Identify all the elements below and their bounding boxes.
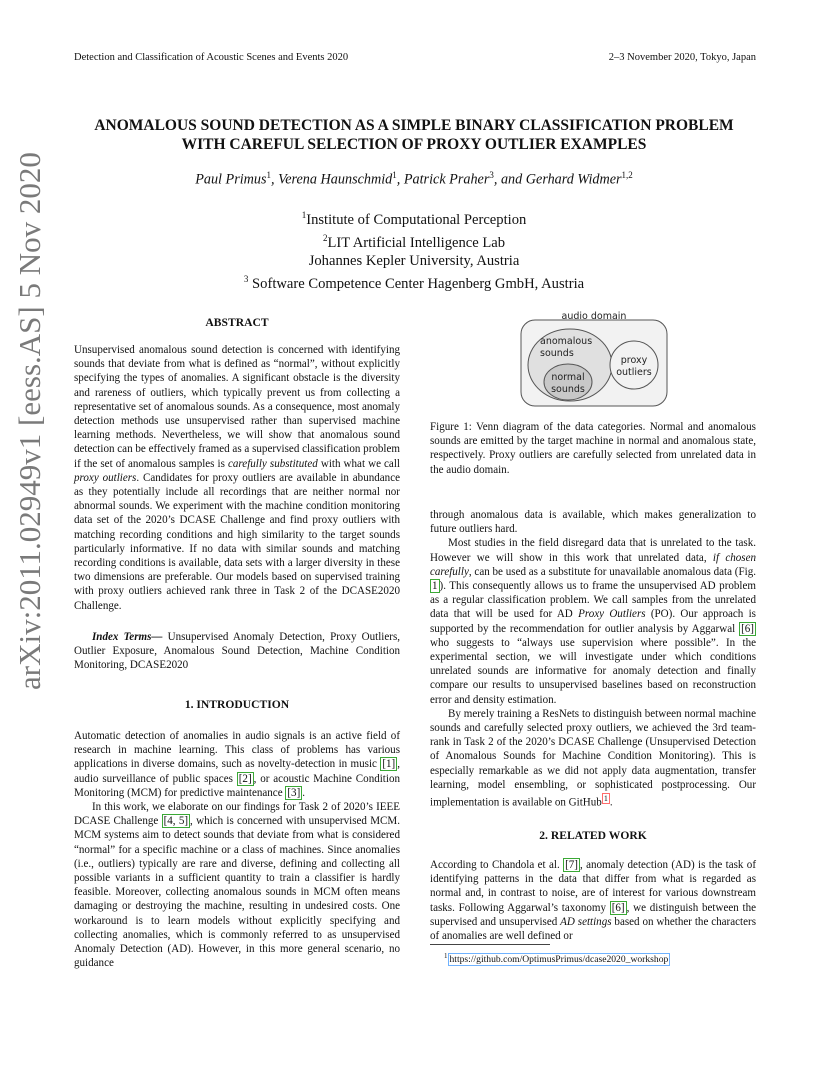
- right-column-body: [430, 508, 756, 810]
- venn-figure: [520, 308, 668, 408]
- author-2-affil: 1: [392, 170, 397, 180]
- abstract-text-c: . Candidates for proxy outliers are available in abundance as they potentially include all recordings that are neither normal nor abnormal sounds. We experiment with the machine condition monitoring data set of the 2020’s DCASE Challenge and find proxy outliers with matching recording conditions and high similarity to the target sounds particularly informative. If no data with similar sounds and matching recording conditions is available, data sets with a larger diversity in these two dimensions are preferable. Our models based on supervised training with proxy outliers achieved rank three in Task 2 of the DCASE2020 Challenge.: [74, 471, 400, 612]
- citation-link[interactable]: [6]: [611, 901, 625, 914]
- affiliation-3-text: Johannes Kepler University, Austria: [308, 252, 520, 269]
- arxiv-id: arXiv:2011.02949v1 [eess.AS] 5 Nov 2020: [12, 152, 47, 690]
- right-p2-em2: Proxy Outliers: [578, 608, 646, 621]
- footnote-ref-link[interactable]: 1: [603, 794, 608, 804]
- intro-p2-a: In this work, we elaborate on our findings for Task 2 of 2020’s IEEE DCASE Challenge: [74, 801, 400, 828]
- anomalous-label-2: sounds: [540, 348, 574, 359]
- abstract-em-1: carefully substituted: [227, 457, 318, 470]
- abstract-heading: ABSTRACT: [205, 316, 269, 329]
- right-p4-c: , we distinguish between the supervised and unsupervised: [430, 901, 757, 928]
- right-p2-e: who suggests to “always use supervision where possible”. In the experimental section, we will investigate under which conditions unrelated sounds are informative for anomaly detection and finally compare our results to unsupervised baselines based on reconstruction error and density estimation.: [430, 636, 756, 706]
- figure-ref-link[interactable]: 1: [432, 580, 438, 593]
- citation-link[interactable]: [2]: [238, 772, 252, 785]
- audio-domain-label: audio domain: [561, 311, 627, 322]
- right-p4-em: AD settings: [560, 915, 612, 928]
- intro-p1-b: , audio surveillance of public spaces: [74, 758, 400, 785]
- right-p2-em: if chosen carefully: [430, 551, 756, 578]
- intro-p1-d: .: [302, 786, 306, 799]
- title-line-1: ANOMALOUS SOUND DETECTION AS A SIMPLE BINARY CLASSIFICATION PROBLEM: [94, 117, 734, 134]
- right-p2-c: ). This consequently allows us to frame the unsupervised AD problem as a regular classification problem. We call samples from the unrelated data that will be used for AD: [430, 580, 756, 621]
- index-terms-text: Unsupervised Anomaly Detection, Proxy Outliers, Outlier Exposure, Anomalous Sound Detection, Machine Condition Monitoring, DCASE2020: [74, 631, 401, 672]
- related-work-body: [430, 858, 756, 943]
- affiliation-4: [60, 270, 768, 293]
- running-header-left: Detection and Classification of Acoustic Scenes and Events 2020: [74, 52, 349, 63]
- right-p4-b: , anomaly detection (AD) is the task of identifying patterns in the data that differ from what is regarded as normal and, in contrast to noise, are of interest for various downstream tasks. Following Aggarwal’s taxonomy: [430, 859, 756, 914]
- intro-p1-a: Automatic detection of anomalies in audio signals is an active field of research in machine learning. This class of problems has various applications in diverse domains, such as novelty-detection in music: [74, 730, 400, 771]
- abstract-em-2: proxy outliers: [74, 471, 137, 484]
- normal-label-2: sounds: [551, 384, 585, 395]
- affiliation-2-text: LIT Artificial Intelligence Lab: [327, 234, 506, 251]
- author-4: Gerhard Widmer: [525, 171, 622, 188]
- abstract-text-b: with what we call: [317, 457, 400, 470]
- affiliation-1-text: Institute of Computational Perception: [306, 211, 527, 228]
- footnote: [444, 952, 670, 965]
- figure-caption: [430, 420, 756, 477]
- abstract-text-a: Unsupervised anomalous sound detection is concerned with identifying sounds that deviate from what is defined as “normal”, without explicitly specifying the types of anomalies. A significant obstacle is the diversity and rareness of outliers, which typically prevent us from collecting a representative set of anomalous sounds. As a consequence, most anomaly detection methods use unsupervised rather than supervised machine learning methods. Nevertheless, we will show that anomalous sound detection can be effectively framed as a supervised classification problem if the set of anomalous samples is: [74, 344, 400, 470]
- paper-title: [60, 116, 768, 154]
- right-p4-d: based on whether the characters of anomalies are well defined or: [430, 915, 756, 943]
- affiliations: [60, 206, 768, 293]
- arxiv-stamp: [8, 152, 52, 690]
- anomalous-label-1: anomalous: [540, 336, 593, 347]
- normal-label-1: normal: [551, 372, 585, 383]
- author-2: Verena Haunschmid: [278, 171, 393, 188]
- author-list: Paul Primus$^1$, Verena Haunschmid$^1$, Patrick Praher$^3$, and Gerhard Widmer$^{1,2}$: [195, 170, 633, 188]
- footnote-number: 1: [444, 952, 448, 960]
- author-3-affil: 3: [489, 170, 494, 180]
- author-3: Patrick Praher: [403, 171, 490, 188]
- citation-link[interactable]: [4, 5]: [163, 815, 189, 828]
- right-p2-d: (PO). Our approach is supported by the recommendation for outlier analysis by Aggarwal: [430, 608, 756, 635]
- affiliation-3: [60, 252, 768, 270]
- right-p3-a: By merely training a ResNets to distinguish between normal machine sounds and carefully selected proxy outliers, we achieved the 3rd team-rank in Task 2 of the 2020’s DCASE Challenge (Unsupervised Detection of Anomalous Sounds for Machine Condition Monitoring). This is especially remarkable as we did not apply data augmentation, transfer learning, model ensembling, or sophisticated postprocessing. Our implementation is available on GitHub: [430, 707, 756, 809]
- author-4-affil: 1,2: [621, 170, 633, 180]
- citation-link[interactable]: [1]: [382, 758, 396, 771]
- github-link[interactable]: https://github.com/OptimusPrimus/dcase2020_workshop: [449, 954, 669, 966]
- author-conjunction: and: [500, 171, 523, 188]
- proxy-label-1: proxy: [620, 355, 648, 366]
- author-1: Paul Primus: [195, 171, 267, 188]
- figure-caption-text: Figure 1: Venn diagram of the data categories. Normal and anomalous sounds are emitted by the target machine in normal and anomalous state, respectively. Proxy outliers are carefully selected from unrelated data in the audio domain.: [430, 421, 756, 476]
- running-header-right: 2–3 November 2020, Tokyo, Japan: [608, 52, 756, 63]
- affiliation-2-sup: 2: [322, 232, 328, 243]
- index-terms: [74, 630, 400, 673]
- right-p3-b: .: [609, 796, 613, 809]
- affiliation-1-sup: 1: [301, 210, 307, 220]
- affiliation-4-sup: 3: [243, 273, 249, 284]
- affiliation-1: [60, 206, 768, 229]
- citation-link[interactable]: [6]: [741, 622, 754, 635]
- right-p2-a: Most studies in the field disregard data that is unrelated to the task. However we will show in this work that unrelated data,: [430, 537, 756, 564]
- citation-link[interactable]: [3]: [287, 786, 301, 799]
- author-1-affil: 1: [266, 170, 272, 180]
- citation-link[interactable]: [7]: [565, 859, 578, 871]
- affiliation-4-text: Software Competence Center Hagenberg GmbH, Austria: [252, 275, 585, 292]
- related-work-heading: 2. RELATED WORK: [539, 829, 647, 842]
- intro-body: [74, 729, 400, 970]
- right-p4-a: According to Chandola et al.: [430, 859, 564, 871]
- abstract-body: [74, 343, 400, 613]
- right-p2-b: , can be used as a substitute for unavailable anomalous data (Fig.: [468, 565, 756, 578]
- proxy-label-2: outliers: [616, 367, 652, 378]
- index-terms-label: Index Terms—: [92, 631, 163, 643]
- footnote-rule: [430, 944, 550, 945]
- venn-diagram: [520, 308, 668, 408]
- right-p1: through anomalous data is available, which makes generalization to future outliers hard.: [430, 509, 756, 536]
- intro-p1-c: , or acoustic Machine Condition Monitoring (MCM) for predictive maintenance: [74, 772, 400, 799]
- intro-heading: 1. INTRODUCTION: [184, 698, 290, 711]
- intro-p2-b: , which is concerned with unsupervised MCM. MCM systems aim to detect sounds that deviate from what is considered “normal” for a specific machine or a class of machines. Since anomalies (i.e., outliers) typically are rare and diverse, defining and collecting all possible variants in a sufficient quantity to train a classifier is hardly feasible. Moreover, collecting anomalous sounds in MCM often means damaging or destroying the machine, resulting in undesired costs. One workaround is to learn models without explicitly specifying and collecting anomalies, which is commonly referred to as unsupervised Anomaly Detection (AD). However, in this more general scenario, no guidance: [74, 815, 400, 970]
- affiliation-2: [60, 229, 768, 252]
- title-line-2: WITH CAREFUL SELECTION OF PROXY OUTLIER EXAMPLES: [181, 136, 647, 153]
